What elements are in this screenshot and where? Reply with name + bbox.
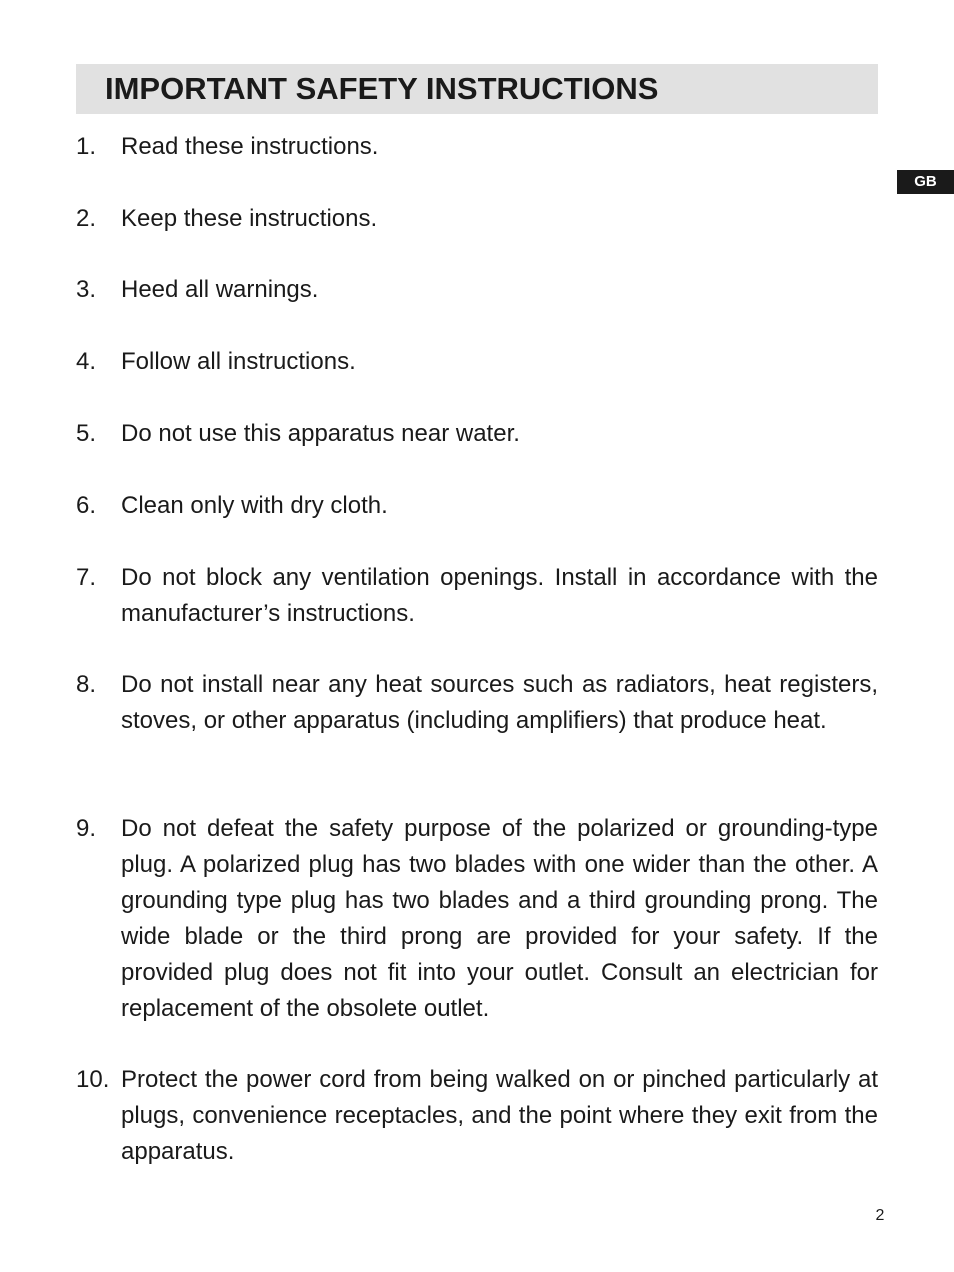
instruction-number: 3. <box>76 276 97 303</box>
instruction-text: Clean only with dry cloth. <box>121 492 388 519</box>
instruction-text: Do not use this apparatus near water. <box>121 420 520 447</box>
instruction-text: Do not install near any heat sources such as radiators, heat registers, stoves, or other apparatus (including amplifiers) that produce heat. <box>121 671 878 734</box>
instruction-text: Do not block any ventilation openings. Install in accordance with the manufacturer’s instructions. <box>121 564 878 627</box>
instruction-item-7 <box>76 560 878 632</box>
instruction-item-9 <box>76 811 878 1027</box>
instruction-text: Keep these instructions. <box>121 205 378 232</box>
instruction-number: 10. <box>76 1066 110 1093</box>
instruction-text: Heed all warnings. <box>121 276 319 303</box>
instruction-number: 1. <box>76 133 97 160</box>
instruction-item-6 <box>76 488 878 524</box>
instruction-number: 2. <box>76 205 97 232</box>
instruction-item-4 <box>76 344 878 380</box>
instruction-text: Do not defeat the safety purpose of the polarized or grounding-type plug. A polarized plug has two blades with one wider than the other. A grounding type plug has two blades and a third grounding prong. The wide blade or the third prong are provided for your safety. If the provided plug does not fit into your outlet. Consult an electrician for replacement of the obsolete outlet. <box>121 815 878 1022</box>
instruction-number: 5. <box>76 420 97 447</box>
instruction-number: 9. <box>76 815 97 842</box>
instruction-text: Read these instructions. <box>121 133 379 160</box>
page-number: 2 <box>875 1207 885 1224</box>
instruction-item-10 <box>76 1062 878 1170</box>
language-tab: GB <box>897 170 954 194</box>
instruction-number: 8. <box>76 671 97 698</box>
instruction-item-3 <box>76 272 878 308</box>
instruction-item-8 <box>76 667 878 739</box>
instruction-item-1 <box>76 129 878 165</box>
instruction-number: 6. <box>76 492 97 519</box>
instruction-text: Protect the power cord from being walked on or pinched particularly at plugs, convenience receptacles, and the point where they exit from the apparatus. <box>121 1066 878 1165</box>
instruction-number: 4. <box>76 348 97 375</box>
section-title-bar <box>76 64 878 114</box>
page-title: IMPORTANT SAFETY INSTRUCTIONS <box>105 71 659 106</box>
instruction-item-2 <box>76 201 878 237</box>
instruction-item-5 <box>76 416 878 452</box>
instruction-number: 7. <box>76 564 97 591</box>
instruction-text: Follow all instructions. <box>121 348 356 375</box>
